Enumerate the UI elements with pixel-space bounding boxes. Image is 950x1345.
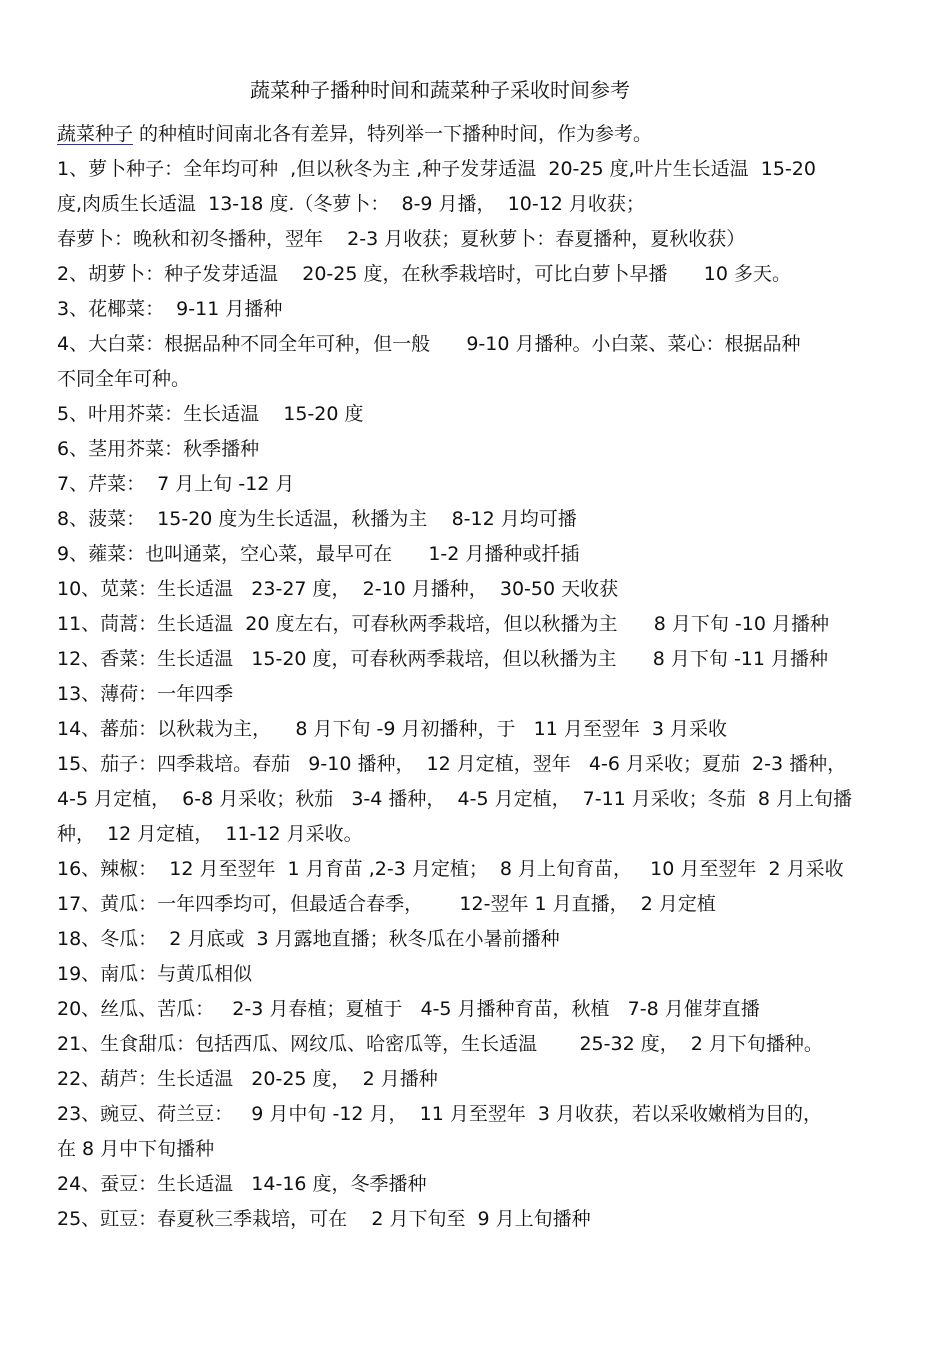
text-line: 4、大白菜：根据品种不同全年可种，但一般 9-10 月播种。小白菜、菜心：根据品种 bbox=[57, 333, 801, 355]
text-line: 度,肉质生长适温 13-18 度.（冬萝卜： 8-9 月播， 10-12 月收获； bbox=[57, 193, 645, 215]
text-line: 21、生食甜瓜：包括西瓜、网纹瓜、哈密瓜等，生长适温 25-32 度， 2 月下旬播种。 bbox=[57, 1033, 823, 1055]
intro-line bbox=[57, 117, 887, 152]
text-line: 在 8 月中下旬播种 bbox=[57, 1138, 215, 1160]
text-line: 24、蚕豆：生长适温 14-16 度，冬季播种 bbox=[57, 1173, 427, 1195]
text-line: 春萝卜：晚秋和初冬播种，翌年 2-3 月收获；夏秋萝卜：春夏播种，夏秋收获） bbox=[57, 228, 746, 250]
text-line: 14、蕃茄：以秋栽为主， 8 月下旬 -9 月初播种，于 11 月至翌年 3 月采收 bbox=[57, 718, 728, 740]
text-line: 不同全年可种。 bbox=[57, 368, 191, 390]
text-line: 20、丝瓜、苦瓜： 2-3 月春植；夏植于 4-5 月播种育苗，秋植 7-8 月催芽直播 bbox=[57, 998, 760, 1020]
text-line: 2、胡萝卜：种子发芽适温 20-25 度，在秋季栽培时，可比白萝卜早播 10 多天。 bbox=[57, 263, 791, 285]
text-line: 种， 12 月定植， 11-12 月采收。 bbox=[57, 823, 363, 845]
document-title: 蔬菜种子播种时间和蔬菜种子采收时间参考 bbox=[250, 78, 630, 102]
text-line: 23、豌豆、荷兰豆： 9 月中旬 -12 月， 11 月至翌年 3 月收获，若以采收嫩梢为目的， bbox=[57, 1103, 823, 1125]
text-line: 10、苋菜：生长适温 23-27 度， 2-10 月播种， 30-50 天收获 bbox=[57, 578, 619, 600]
text-line: 11、茼蒿：生长适温 20 度左右，可春秋两季栽培，但以秋播为主 8 月下旬 -10 月播种 bbox=[57, 613, 829, 635]
text-line: 22、葫芦：生长适温 20-25 度， 2 月播种 bbox=[57, 1068, 438, 1090]
text-line: 18、冬瓜： 2 月底或 3 月露地直播；秋冬瓜在小暑前播种 bbox=[57, 928, 560, 950]
document-body bbox=[57, 117, 887, 1237]
text-line: 9、蕹菜：也叫通菜，空心菜，最早可在 1-2 月播种或扦插 bbox=[57, 543, 580, 565]
text-line: 25、豇豆：春夏秋三季栽培，可在 2 月下旬至 9 月上旬播种 bbox=[57, 1208, 591, 1230]
intro-link[interactable]: 蔬菜种子 bbox=[57, 123, 134, 145]
text-line: 1、萝卜种子：全年均可种 ,但以秋冬为主 ,种子发芽适温 20-25 度,叶片生长适温 15-20 bbox=[57, 158, 816, 180]
text-line: 15、茄子：四季栽培。春茄 9-10 播种， 12 月定植，翌年 4-6 月采收；夏茄 2-3 播种， bbox=[57, 753, 847, 775]
text-line: 7、芹菜： 7 月上旬 -12 月 bbox=[57, 473, 295, 495]
text-line: 8、菠菜： 15-20 度为生长适温，秋播为主 8-12 月均可播 bbox=[57, 508, 577, 530]
text-line: 17、黄瓜：一年四季均可，但最适合春季， 12-翌年 1 月直播， 2 月定植 bbox=[57, 893, 716, 915]
text-line: 12、香菜：生长适温 15-20 度，可春秋两季栽培，但以秋播为主 8 月下旬 -11 月播种 bbox=[57, 648, 829, 670]
text-line: 19、南瓜：与黄瓜相似 bbox=[57, 963, 253, 985]
text-line: 6、茎用芥菜：秋季播种 bbox=[57, 438, 260, 460]
text-line: 4-5 月定植， 6-8 月采收；秋茄 3-4 播种， 4-5 月定植， 7-11 月采收；冬茄 8 月上旬播 bbox=[57, 788, 853, 810]
text-line: 3、花椰菜： 9-11 月播种 bbox=[57, 298, 283, 320]
text-line: 16、辣椒： 12 月至翌年 1 月育苗 ,2-3 月定植； 8 月上旬育苗， 10 月至翌年 2 月采收 bbox=[57, 858, 844, 880]
text-line: 5、叶用芥菜：生长适温 15-20 度 bbox=[57, 403, 364, 425]
intro-text: 的种植时间南北各有差异，特列举一下播种时间，作为参考。 bbox=[133, 123, 653, 145]
text-line: 13、薄荷：一年四季 bbox=[57, 683, 234, 705]
